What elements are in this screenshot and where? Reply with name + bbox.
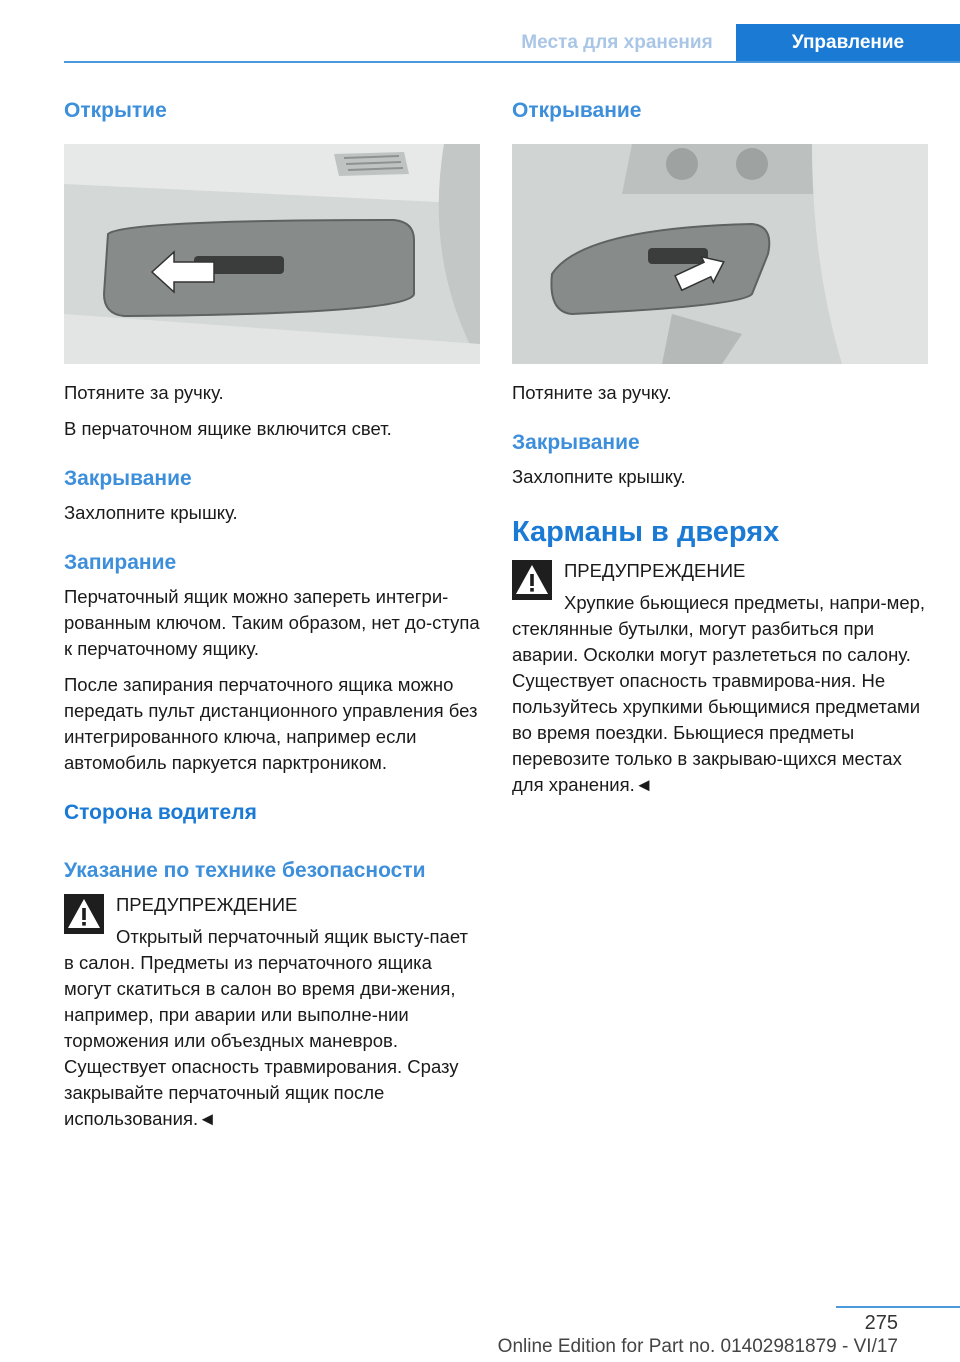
heading-close-right: Закрывание (512, 431, 640, 454)
heading-safety: Указание по технике безопасности (64, 859, 426, 882)
page-number: 275 (864, 1312, 898, 1334)
text-close: Захлопните крышку. (64, 502, 238, 523)
driver-storage-open-photo (512, 144, 928, 364)
footer-rule (836, 1306, 960, 1308)
text-lock-1: Перчаточный ящик можно запереть интегри-рованным ключом. Таким образом, нет до-ступа к перчаточному ящику. (64, 586, 480, 659)
warning-block (64, 892, 480, 1132)
tab-chapter[interactable]: Управление (736, 24, 960, 61)
glovebox-open-photo (64, 144, 480, 364)
heading-door-pockets: Карманы в дверях (512, 516, 780, 548)
heading-lock: Запирание (64, 551, 177, 574)
left-column (64, 96, 480, 1132)
warning-triangle-icon (64, 894, 104, 934)
warning-title: ПРЕДУПРЕЖДЕНИЕ (116, 894, 298, 915)
footer-edition: Online Edition for Part no. 01402981879 - VI/17 (497, 1336, 898, 1357)
text-light: В перчаточном ящике включится свет. (64, 418, 392, 439)
heading-close: Закрывание (64, 467, 192, 490)
warning-triangle-icon (512, 560, 552, 600)
heading-driver-side: Сторона водителя (64, 801, 257, 824)
text-lock-2: После запирания перчаточного ящика можно передать пульт дистанционного управления без интегрированного ключа, например если автомобиль паркуется парктроником. (64, 674, 478, 773)
warning-text-right: Хрупкие бьющиеся предметы, напри-мер, стеклянные бутылки, могут разбиться при аварии. Осколки могут разлететься по салону. Существует опасность травмирова-ния. Не пользуйтесь хрупкими бьющимися предметами во время поездки. Бьющиеся предметы перевозите только в закрываю-щихся местах для хранения.◄ (512, 592, 926, 795)
heading-open: Открытие (64, 99, 167, 122)
warning-text: Открытый перчаточный ящик высту-пает в салон. Предметы из перчаточного ящика могут скатиться в салон во время дви-жения, например, при аварии или выполне-нии торможения или объездных маневров. Существует опасность травмирования. Сразу закрывайте перчаточный ящик после использования.◄ (64, 926, 468, 1129)
text-close-right: Захлопните крышку. (512, 466, 686, 487)
header-rule (64, 61, 960, 63)
header-tabs (498, 24, 960, 61)
heading-open-right: Открывание (512, 99, 642, 122)
warning-title-right: ПРЕДУПРЕЖДЕНИЕ (564, 560, 746, 581)
warning-block-right (512, 558, 928, 798)
right-column (512, 96, 928, 798)
text-pull: Потяните за ручку. (64, 382, 224, 403)
text-pull-right: Потяните за ручку. (512, 382, 672, 403)
tab-section[interactable]: Места для хранения (498, 24, 736, 61)
